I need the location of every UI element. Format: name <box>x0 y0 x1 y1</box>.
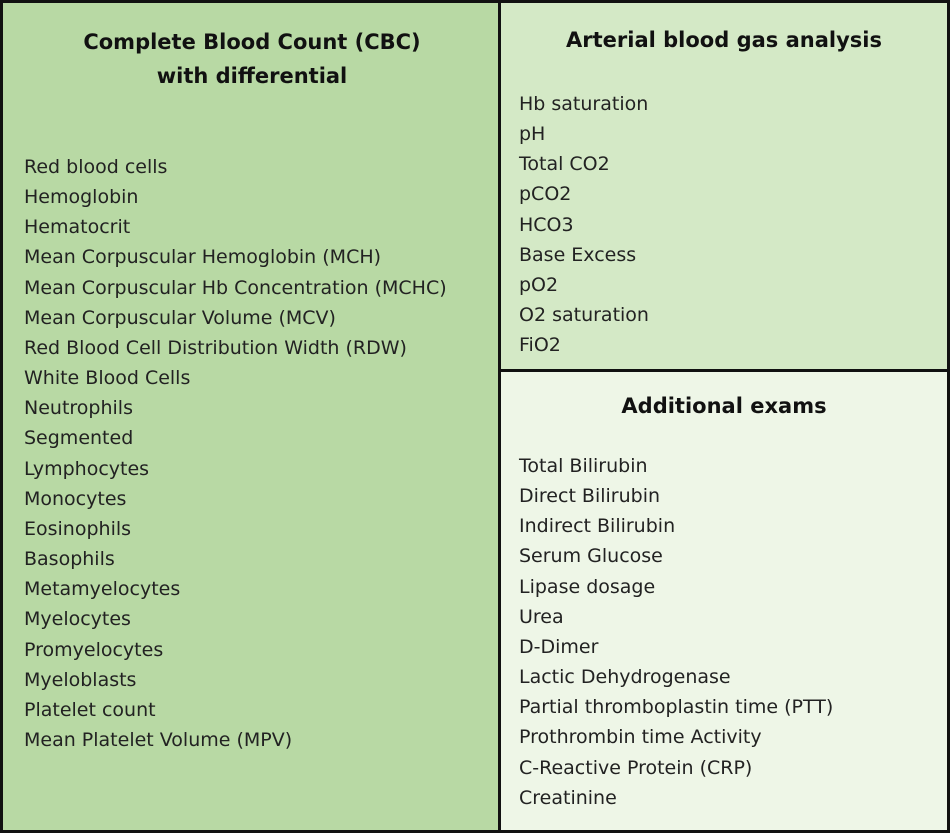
additional-exam-item: Partial thromboplastin time (PTT) <box>519 696 834 719</box>
additional-exam-item: Lipase dosage <box>519 575 656 598</box>
cbc-item: Mean Platelet Volume (MPV) <box>24 728 293 751</box>
cbc-item: Mean Corpuscular Hb Concentration (MCHC) <box>24 276 447 299</box>
additional-exam-item: D-Dimer <box>519 635 599 658</box>
additional-exam-item: Urea <box>519 605 564 628</box>
abg-item: pO2 <box>519 273 559 296</box>
cbc-item: Red Blood Cell Distribution Width (RDW) <box>24 336 407 359</box>
abg-item: Total CO2 <box>519 153 610 176</box>
cbc-item: Myeloblasts <box>24 668 137 691</box>
cbc-item: Segmented <box>24 427 134 450</box>
cbc-title-line1: Complete Blood Count (CBC) <box>83 30 421 54</box>
cbc-item: Basophils <box>24 548 115 571</box>
additional-exam-item: Serum Glucose <box>519 545 663 568</box>
additional-exam-item: Indirect Bilirubin <box>519 515 676 538</box>
cbc-item: Monocytes <box>24 487 127 510</box>
cbc-item: Hemoglobin <box>24 186 139 209</box>
additional-exam-item: Creatinine <box>519 786 617 809</box>
cbc-item: Eosinophils <box>24 517 132 540</box>
abg-item: Base Excess <box>519 243 637 266</box>
additional-exam-item: Lactic Dehydrogenase <box>519 666 731 689</box>
cbc-item: Mean Corpuscular Volume (MCV) <box>24 306 336 329</box>
cbc-item: Myelocytes <box>24 608 131 631</box>
cbc-item: Neutrophils <box>24 397 133 420</box>
cbc-item: Hematocrit <box>24 216 131 239</box>
additional-exam-item: Total Bilirubin <box>519 455 648 477</box>
abg-title: Arterial blood gas analysis <box>566 28 882 52</box>
abg-item: FiO2 <box>519 334 561 357</box>
cbc-title-line2: with differential <box>156 64 348 88</box>
additional-exam-item: Prothrombin time Activity <box>519 726 762 749</box>
additional-exam-item: C-Reactive Protein (CRP) <box>519 756 753 779</box>
abg-item: O2 saturation <box>519 304 649 327</box>
cbc-item: Red blood cells <box>24 156 168 178</box>
cbc-item: White Blood Cells <box>24 367 191 390</box>
cbc-item: Metamyelocytes <box>24 578 181 601</box>
abg-item: Hb saturation <box>519 93 649 115</box>
cbc-item: Promyelocytes <box>24 638 164 661</box>
additional-exams-title: Additional exams <box>621 394 827 418</box>
cbc-item: Mean Corpuscular Hemoglobin (MCH) <box>24 246 382 269</box>
cbc-item: Platelet count <box>24 698 156 721</box>
abg-item: HCO3 <box>519 213 574 236</box>
abg-item: pH <box>519 123 546 146</box>
cbc-item: Lymphocytes <box>24 457 150 480</box>
abg-item: pCO2 <box>519 183 572 206</box>
additional-exam-item: Direct Bilirubin <box>519 485 661 508</box>
